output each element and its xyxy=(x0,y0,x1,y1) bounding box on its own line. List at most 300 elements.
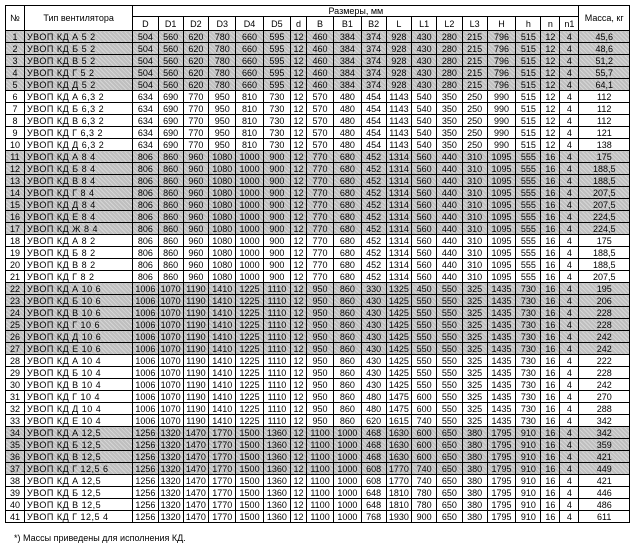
dimension-cell: 860 xyxy=(158,211,183,223)
dimension-cell: 730 xyxy=(516,367,541,379)
dimension-cell: 730 xyxy=(516,283,541,295)
dimension-cell: 1190 xyxy=(183,295,208,307)
dimension-cell: 430 xyxy=(412,79,437,91)
dimension-cell: 1225 xyxy=(236,367,263,379)
dimension-cell: 1070 xyxy=(158,391,183,403)
dimension-cell: 560 xyxy=(158,67,183,79)
mass-cell: 188,5 xyxy=(579,175,630,187)
header-col-b1: B1 xyxy=(334,17,361,31)
dimension-cell: 1360 xyxy=(263,499,290,511)
dimension-cell: 4 xyxy=(560,499,579,511)
dimension-cell: 310 xyxy=(462,259,487,271)
row-number-cell: 16 xyxy=(6,211,25,223)
dimension-cell: 1190 xyxy=(183,415,208,427)
mass-cell: 112 xyxy=(579,91,630,103)
dimension-cell: 350 xyxy=(437,103,462,115)
dimension-cell: 4 xyxy=(560,115,579,127)
dimension-cell: 806 xyxy=(133,175,158,187)
dimension-cell: 560 xyxy=(158,31,183,43)
dimension-cell: 950 xyxy=(306,391,333,403)
dimension-cell: 780 xyxy=(209,67,236,79)
dimension-cell: 16 xyxy=(541,295,560,307)
dimension-cell: 4 xyxy=(560,223,579,235)
dimension-cell: 12 xyxy=(291,139,307,151)
dimension-cell: 452 xyxy=(361,199,386,211)
dimension-cell: 860 xyxy=(334,379,361,391)
dimension-cell: 540 xyxy=(412,115,437,127)
dimension-cell: 12 xyxy=(291,163,307,175)
header-col-n: n xyxy=(541,17,560,31)
dimension-cell: 680 xyxy=(334,247,361,259)
dimension-cell: 1190 xyxy=(183,343,208,355)
dimension-cell: 1256 xyxy=(133,427,158,439)
dimension-cell: 560 xyxy=(158,79,183,91)
dimension-cell: 4 xyxy=(560,463,579,475)
mass-cell: 342 xyxy=(579,427,630,439)
mass-cell: 112 xyxy=(579,103,630,115)
dimension-cell: 1470 xyxy=(183,451,208,463)
dimension-cell: 1110 xyxy=(263,319,290,331)
dimension-cell: 4 xyxy=(560,319,579,331)
dimension-cell: 454 xyxy=(361,91,386,103)
header-mass: Масса, кг xyxy=(579,6,630,31)
row-number-cell: 26 xyxy=(6,331,25,343)
header-type: Тип вентилятора xyxy=(24,6,132,31)
fan-type-cell: УВОП КД Г 8 2 xyxy=(24,271,132,283)
dimension-cell: 12 xyxy=(291,223,307,235)
dimension-cell: 555 xyxy=(516,175,541,187)
dimension-cell: 730 xyxy=(516,379,541,391)
mass-cell: 188,5 xyxy=(579,247,630,259)
dimension-cell: 1095 xyxy=(487,211,515,223)
row-number-cell: 41 xyxy=(6,511,25,523)
dimension-cell: 770 xyxy=(306,199,333,211)
dimension-cell: 770 xyxy=(183,91,208,103)
dimension-cell: 430 xyxy=(361,331,386,343)
table-body xyxy=(6,31,630,523)
dimension-cell: 560 xyxy=(412,199,437,211)
dimension-cell: 350 xyxy=(437,91,462,103)
dimension-cell: 1000 xyxy=(236,163,263,175)
dimension-cell: 1500 xyxy=(236,475,263,487)
dimension-cell: 910 xyxy=(516,511,541,523)
dimension-cell: 4 xyxy=(560,427,579,439)
dimension-cell: 504 xyxy=(133,55,158,67)
dimension-cell: 4 xyxy=(560,355,579,367)
dimension-cell: 4 xyxy=(560,211,579,223)
table-row xyxy=(6,355,630,367)
dimension-cell: 650 xyxy=(437,475,462,487)
dimension-cell: 374 xyxy=(361,67,386,79)
dimension-cell: 215 xyxy=(462,79,487,91)
dimension-cell: 730 xyxy=(263,139,290,151)
dimension-cell: 990 xyxy=(487,139,515,151)
dimension-cell: 560 xyxy=(412,175,437,187)
dimension-cell: 960 xyxy=(183,247,208,259)
dimension-cell: 1470 xyxy=(183,427,208,439)
dimension-cell: 1320 xyxy=(158,487,183,499)
dimension-cell: 1225 xyxy=(236,415,263,427)
dimension-cell: 380 xyxy=(462,487,487,499)
dimension-cell: 452 xyxy=(361,271,386,283)
dimension-cell: 680 xyxy=(334,199,361,211)
dimension-cell: 4 xyxy=(560,367,579,379)
dimension-cell: 690 xyxy=(158,103,183,115)
dimension-cell: 452 xyxy=(361,151,386,163)
dimension-cell: 1080 xyxy=(209,271,236,283)
dimension-cell: 1410 xyxy=(209,403,236,415)
dimension-cell: 560 xyxy=(158,55,183,67)
dimension-cell: 950 xyxy=(209,127,236,139)
dimension-cell: 504 xyxy=(133,43,158,55)
mass-cell: 188,5 xyxy=(579,163,630,175)
dimension-cell: 452 xyxy=(361,175,386,187)
fan-type-cell: УВОП КД А 12,5 xyxy=(24,475,132,487)
dimension-cell: 1000 xyxy=(236,223,263,235)
dimension-cell: 550 xyxy=(437,295,462,307)
dimension-cell: 380 xyxy=(462,499,487,511)
dimension-cell: 16 xyxy=(541,319,560,331)
dimension-cell: 4 xyxy=(560,295,579,307)
dimension-cell: 504 xyxy=(133,79,158,91)
dimension-cell: 1143 xyxy=(386,91,411,103)
dimension-cell: 960 xyxy=(183,175,208,187)
dimension-cell: 515 xyxy=(516,43,541,55)
dimension-cell: 468 xyxy=(361,439,386,451)
mass-cell: 242 xyxy=(579,343,630,355)
mass-cell: 138 xyxy=(579,139,630,151)
row-number-cell: 34 xyxy=(6,427,25,439)
dimension-cell: 430 xyxy=(412,31,437,43)
dimension-cell: 1070 xyxy=(158,307,183,319)
dimension-cell: 1190 xyxy=(183,307,208,319)
dimension-cell: 570 xyxy=(306,139,333,151)
dimension-cell: 660 xyxy=(236,55,263,67)
dimension-cell: 380 xyxy=(462,511,487,523)
dimension-cell: 440 xyxy=(437,223,462,235)
dimension-cell: 1110 xyxy=(263,295,290,307)
dimension-cell: 310 xyxy=(462,271,487,283)
dimension-cell: 595 xyxy=(263,43,290,55)
row-number-cell: 18 xyxy=(6,235,25,247)
dimension-cell: 16 xyxy=(541,235,560,247)
dimension-cell: 570 xyxy=(306,91,333,103)
dimension-cell: 1470 xyxy=(183,511,208,523)
dimension-cell: 1320 xyxy=(158,475,183,487)
dimension-cell: 1770 xyxy=(209,463,236,475)
dimension-cell: 4 xyxy=(560,127,579,139)
dimension-cell: 1630 xyxy=(386,451,411,463)
dimension-cell: 1770 xyxy=(386,463,411,475)
dimension-cell: 4 xyxy=(560,139,579,151)
dimension-cell: 12 xyxy=(291,295,307,307)
dimension-cell: 4 xyxy=(560,331,579,343)
dimension-cell: 1006 xyxy=(133,331,158,343)
dimension-cell: 16 xyxy=(541,331,560,343)
dimension-cell: 660 xyxy=(236,79,263,91)
dimension-cell: 780 xyxy=(209,55,236,67)
dimension-cell: 860 xyxy=(334,283,361,295)
dimension-cell: 806 xyxy=(133,151,158,163)
table-row xyxy=(6,319,630,331)
dimension-cell: 1770 xyxy=(386,475,411,487)
dimension-cell: 560 xyxy=(158,43,183,55)
dimension-cell: 1143 xyxy=(386,139,411,151)
table-row xyxy=(6,43,630,55)
dimension-cell: 440 xyxy=(437,175,462,187)
header-col-l1: L1 xyxy=(412,17,437,31)
dimension-cell: 430 xyxy=(361,295,386,307)
dimension-cell: 550 xyxy=(437,319,462,331)
mass-cell: 48,6 xyxy=(579,43,630,55)
dimension-cell: 1500 xyxy=(236,451,263,463)
dimension-cell: 12 xyxy=(291,487,307,499)
dimension-cell: 1314 xyxy=(386,271,411,283)
dimension-cell: 4 xyxy=(560,91,579,103)
table-row xyxy=(6,403,630,415)
table-row xyxy=(6,367,630,379)
mass-cell: 449 xyxy=(579,463,630,475)
dimension-cell: 780 xyxy=(209,43,236,55)
dimension-cell: 1006 xyxy=(133,367,158,379)
fan-type-cell: УВОП КД Г 6,3 2 xyxy=(24,127,132,139)
fan-type-cell: УВОП КД А 8 2 xyxy=(24,235,132,247)
dimension-cell: 860 xyxy=(334,343,361,355)
row-number-cell: 23 xyxy=(6,295,25,307)
dimension-cell: 380 xyxy=(462,439,487,451)
dimension-cell: 570 xyxy=(306,103,333,115)
dimension-cell: 16 xyxy=(541,199,560,211)
dimension-cell: 1110 xyxy=(263,343,290,355)
dimension-cell: 900 xyxy=(263,151,290,163)
dimension-cell: 860 xyxy=(158,199,183,211)
table-row xyxy=(6,463,630,475)
dimension-cell: 430 xyxy=(361,367,386,379)
dimension-cell: 380 xyxy=(462,427,487,439)
mass-cell: 206 xyxy=(579,295,630,307)
dimension-cell: 1320 xyxy=(158,511,183,523)
dimension-cell: 1425 xyxy=(386,343,411,355)
dimension-cell: 555 xyxy=(516,247,541,259)
dimension-cell: 4 xyxy=(560,247,579,259)
table-row xyxy=(6,55,630,67)
dimension-cell: 1320 xyxy=(158,463,183,475)
dimension-cell: 860 xyxy=(158,175,183,187)
dimension-cell: 900 xyxy=(263,259,290,271)
table-row xyxy=(6,139,630,151)
dimension-cell: 950 xyxy=(306,415,333,427)
dimension-cell: 16 xyxy=(541,403,560,415)
dimension-cell: 310 xyxy=(462,223,487,235)
header-col-b: B xyxy=(306,17,333,31)
dimension-cell: 4 xyxy=(560,163,579,175)
row-number-cell: 28 xyxy=(6,355,25,367)
dimension-cell: 540 xyxy=(412,139,437,151)
dimension-cell: 16 xyxy=(541,247,560,259)
dimension-cell: 1000 xyxy=(334,451,361,463)
dimension-cell: 1470 xyxy=(183,475,208,487)
dimension-cell: 690 xyxy=(158,127,183,139)
dimension-cell: 1770 xyxy=(209,451,236,463)
dimension-cell: 770 xyxy=(306,163,333,175)
fan-type-cell: УВОП КД Б 12,5 xyxy=(24,439,132,451)
dimension-cell: 555 xyxy=(516,187,541,199)
dimension-cell: 860 xyxy=(334,391,361,403)
dimension-cell: 928 xyxy=(386,79,411,91)
dimension-cell: 430 xyxy=(361,355,386,367)
header-col-d5: D5 xyxy=(263,17,290,31)
dimension-cell: 1000 xyxy=(334,487,361,499)
row-number-cell: 12 xyxy=(6,163,25,175)
dimension-cell: 860 xyxy=(158,151,183,163)
dimension-cell: 4 xyxy=(560,31,579,43)
dimension-cell: 1256 xyxy=(133,487,158,499)
row-number-cell: 33 xyxy=(6,415,25,427)
table-row xyxy=(6,31,630,43)
dimension-cell: 280 xyxy=(437,55,462,67)
dimension-cell: 1006 xyxy=(133,319,158,331)
dimension-cell: 860 xyxy=(334,415,361,427)
dimension-cell: 680 xyxy=(334,187,361,199)
row-number-cell: 21 xyxy=(6,271,25,283)
mass-cell: 228 xyxy=(579,307,630,319)
dimension-cell: 690 xyxy=(158,139,183,151)
dimension-cell: 16 xyxy=(541,175,560,187)
dimension-cell: 430 xyxy=(412,43,437,55)
dimension-cell: 730 xyxy=(516,331,541,343)
dimension-cell: 325 xyxy=(462,319,487,331)
dimension-cell: 960 xyxy=(183,271,208,283)
dimension-cell: 648 xyxy=(361,499,386,511)
dimension-cell: 900 xyxy=(263,223,290,235)
dimension-cell: 16 xyxy=(541,163,560,175)
dimension-cell: 570 xyxy=(306,115,333,127)
dimension-cell: 310 xyxy=(462,175,487,187)
dimension-cell: 770 xyxy=(306,211,333,223)
dimension-cell: 1000 xyxy=(334,427,361,439)
dimension-cell: 555 xyxy=(516,235,541,247)
dimension-cell: 452 xyxy=(361,223,386,235)
dimension-cell: 1930 xyxy=(386,511,411,523)
row-number-cell: 13 xyxy=(6,175,25,187)
dimension-cell: 806 xyxy=(133,199,158,211)
header-sizes: Размеры, мм xyxy=(133,6,579,17)
dimension-cell: 730 xyxy=(516,295,541,307)
table-row xyxy=(6,283,630,295)
dimension-cell: 16 xyxy=(541,427,560,439)
dimension-cell: 950 xyxy=(209,115,236,127)
dimension-cell: 1314 xyxy=(386,163,411,175)
dimension-cell: 12 xyxy=(541,43,560,55)
dimension-cell: 1810 xyxy=(386,487,411,499)
dimension-cell: 810 xyxy=(236,91,263,103)
row-number-cell: 17 xyxy=(6,223,25,235)
dimension-cell: 1320 xyxy=(158,439,183,451)
dimension-cell: 460 xyxy=(306,43,333,55)
dimension-cell: 770 xyxy=(306,271,333,283)
dimension-cell: 1080 xyxy=(209,151,236,163)
dimension-cell: 1256 xyxy=(133,475,158,487)
dimension-cell: 380 xyxy=(462,463,487,475)
dimension-cell: 1500 xyxy=(236,499,263,511)
dimension-cell: 595 xyxy=(263,55,290,67)
row-number-cell: 30 xyxy=(6,379,25,391)
dimension-cell: 550 xyxy=(437,355,462,367)
row-number-cell: 8 xyxy=(6,115,25,127)
dimension-cell: 325 xyxy=(462,403,487,415)
dimension-cell: 480 xyxy=(361,391,386,403)
dimension-cell: 325 xyxy=(462,331,487,343)
dimension-cell: 4 xyxy=(560,67,579,79)
dimension-cell: 990 xyxy=(487,127,515,139)
dimension-cell: 770 xyxy=(306,247,333,259)
dimension-cell: 1006 xyxy=(133,283,158,295)
dimension-cell: 555 xyxy=(516,211,541,223)
dimension-cell: 560 xyxy=(412,163,437,175)
row-number-cell: 5 xyxy=(6,79,25,91)
dimension-cell: 1470 xyxy=(183,499,208,511)
dimension-cell: 310 xyxy=(462,199,487,211)
dimension-cell: 730 xyxy=(516,343,541,355)
table-row xyxy=(6,451,630,463)
fan-type-cell: УВОП КД А 8 4 xyxy=(24,151,132,163)
dimension-cell: 16 xyxy=(541,211,560,223)
dimension-cell: 1615 xyxy=(386,415,411,427)
dimension-cell: 1770 xyxy=(209,427,236,439)
dimension-cell: 1410 xyxy=(209,331,236,343)
fan-type-cell: УВОП КД Д 10 6 xyxy=(24,331,132,343)
dimension-cell: 504 xyxy=(133,67,158,79)
dimension-cell: 1435 xyxy=(487,331,515,343)
dimension-cell: 1410 xyxy=(209,343,236,355)
dimension-cell: 16 xyxy=(541,367,560,379)
dimension-cell: 4 xyxy=(560,403,579,415)
dimension-cell: 250 xyxy=(462,115,487,127)
dimension-cell: 560 xyxy=(412,271,437,283)
dimension-cell: 16 xyxy=(541,259,560,271)
dimension-cell: 12 xyxy=(291,451,307,463)
table-row xyxy=(6,163,630,175)
dimension-cell: 550 xyxy=(437,391,462,403)
dimension-cell: 950 xyxy=(306,331,333,343)
dimension-cell: 1320 xyxy=(158,499,183,511)
dimension-cell: 600 xyxy=(412,403,437,415)
dimension-cell: 310 xyxy=(462,151,487,163)
dimension-cell: 1256 xyxy=(133,439,158,451)
dimension-cell: 910 xyxy=(516,439,541,451)
dimension-cell: 730 xyxy=(263,103,290,115)
fan-type-cell: УВОП КД В 10 4 xyxy=(24,379,132,391)
dimension-cell: 1225 xyxy=(236,403,263,415)
header-col-d1: D1 xyxy=(158,17,183,31)
table-row xyxy=(6,211,630,223)
dimension-cell: 16 xyxy=(541,487,560,499)
dimension-cell: 680 xyxy=(334,163,361,175)
dimension-cell: 12 xyxy=(291,259,307,271)
dimension-cell: 1000 xyxy=(236,211,263,223)
dimension-cell: 634 xyxy=(133,103,158,115)
dimension-cell: 680 xyxy=(334,211,361,223)
dimension-cell: 1475 xyxy=(386,391,411,403)
dimension-cell: 650 xyxy=(437,427,462,439)
dimension-cell: 555 xyxy=(516,151,541,163)
dimension-cell: 1070 xyxy=(158,343,183,355)
dimension-cell: 950 xyxy=(306,403,333,415)
dimension-cell: 12 xyxy=(541,115,560,127)
dimension-cell: 1475 xyxy=(386,403,411,415)
fan-type-cell: УВОП КД А 10 4 xyxy=(24,355,132,367)
dimension-cell: 555 xyxy=(516,259,541,271)
